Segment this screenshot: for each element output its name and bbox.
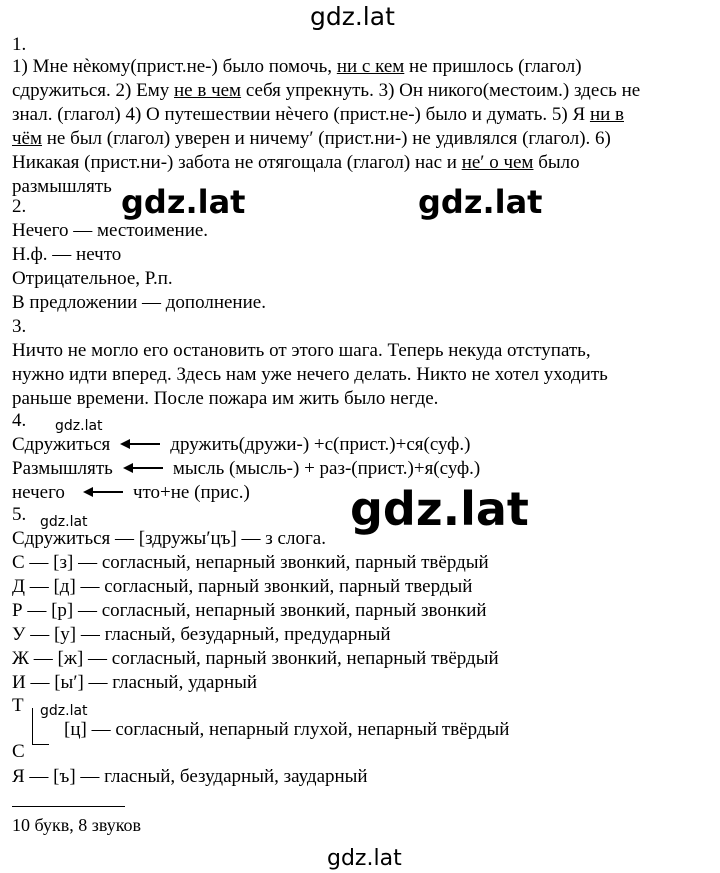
task3-line-3: раньше времени. После пожара им жить было негде.: [12, 388, 439, 409]
left-arrow-icon: [123, 463, 163, 473]
divider: [12, 806, 125, 807]
phonetic-row: С — [з] — согласный, непарный звонкий, парный твёрдый: [12, 552, 489, 573]
task1-line-5: [12, 152, 580, 174]
text: не пришлось (глагол): [404, 56, 582, 77]
underlined-text: ни в: [589, 104, 624, 125]
word-parts: что+не (прис.): [132, 482, 250, 503]
task4-row-2: [12, 458, 480, 480]
text: 1) Мне нѐкому(прист.не-) было помочь,: [12, 56, 337, 77]
task1-line-2: [12, 80, 640, 102]
watermark-small-2: gdz.lat: [40, 514, 88, 530]
task4-number: 4.: [12, 410, 27, 431]
text: не был (глагол) уверен и ничему′ (прист.ни-) не удивлялся (глагол). 6): [42, 128, 611, 149]
underlined-text: не в чем: [174, 80, 242, 101]
task1-number: 1.: [12, 34, 27, 55]
task1-line-1: [12, 56, 582, 78]
text: сдружиться. 2) Ему: [12, 80, 174, 101]
underlined-text: не′ о чем: [461, 152, 534, 173]
task4-row-3: [12, 482, 250, 504]
watermark-top: gdz.lat: [310, 2, 395, 31]
task1-line-6: размышлять: [12, 176, 112, 197]
phonetic-row: И — [ы′] — гласный, ударный: [12, 672, 258, 693]
text: себя упрекнуть. 3) Он никого(местоим.) здесь не: [241, 80, 641, 101]
word-parts: дружить(дружи-) +с(прист.)+ся(суф.): [170, 434, 471, 455]
underlined-text: ни с кем: [336, 56, 405, 77]
left-arrow-icon: [83, 487, 123, 497]
phonetic-row-last: Я — [ъ] — гласный, безударный, заударный: [12, 766, 368, 787]
task2-number: 2.: [12, 196, 27, 217]
word-parts: мысль (мысль-) + раз-(прист.)+я(суф.): [172, 458, 481, 479]
letter-s: С: [12, 741, 25, 762]
task3-number: 3.: [12, 316, 27, 337]
word: Размышлять: [12, 458, 113, 479]
phonetic-row: Ж — [ж] — согласный, парный звонкий, непарный твёрдый: [12, 648, 499, 669]
task1-line-4: [12, 128, 611, 150]
text: было: [533, 152, 580, 173]
phonetic-row-ts: [ц] — согласный, непарный глухой, непарный твёрдый: [64, 719, 510, 740]
phonetic-row: У — [у] — гласный, безударный, предударный: [12, 624, 391, 645]
letter-t: Т: [12, 695, 24, 716]
watermark-mid-left: gdz.lat: [121, 183, 246, 221]
word: Сдружиться: [12, 434, 111, 455]
summary: 10 букв, 8 звуков: [12, 815, 142, 835]
phonetic-row: Р — [р] — согласный, непарный звонкий, парный звонкий: [12, 600, 487, 621]
task1-line-3: [12, 104, 624, 126]
watermark-small-1: gdz.lat: [55, 418, 103, 434]
task2-line-3: Отрицательное, Р.п.: [12, 268, 173, 289]
task2-line-4: В предложении — дополнение.: [12, 292, 266, 313]
bracket-line: [32, 708, 49, 745]
task2-line-1: Нечего — местоимение.: [12, 220, 209, 241]
text: знал. (глагол) 4) О путешествии нѐчего (прист.не-) было и думать. 5) Я: [12, 104, 590, 125]
underlined-text: чём: [12, 128, 43, 149]
phonetic-row: Д — [д] — согласный, парный звонкий, парный твердый: [12, 576, 473, 597]
watermark-mid-right: gdz.lat: [418, 183, 543, 221]
task3-line-1: Ничто не могло его остановить от этого шага. Теперь некуда отступать,: [12, 340, 591, 361]
text: Никакая (прист.ни-) забота не отягощала (глагол) нас и: [12, 152, 462, 173]
watermark-center: gdz.lat: [350, 482, 529, 536]
task3-line-2: нужно идти вперед. Здесь нам уже нечего делать. Никто не хотел уходить: [12, 364, 608, 385]
left-arrow-icon: [120, 439, 160, 449]
watermark-small-3: gdz.lat: [40, 703, 88, 719]
task4-row-1: [12, 434, 470, 456]
watermark-bottom: gdz.lat: [327, 846, 402, 871]
task5-heading: Сдружиться — [здружы′цъ] — з слога.: [12, 528, 326, 549]
task2-line-2: Н.ф. — нечто: [12, 244, 122, 265]
task5-number: 5.: [12, 504, 27, 525]
word: нечего: [12, 482, 65, 503]
